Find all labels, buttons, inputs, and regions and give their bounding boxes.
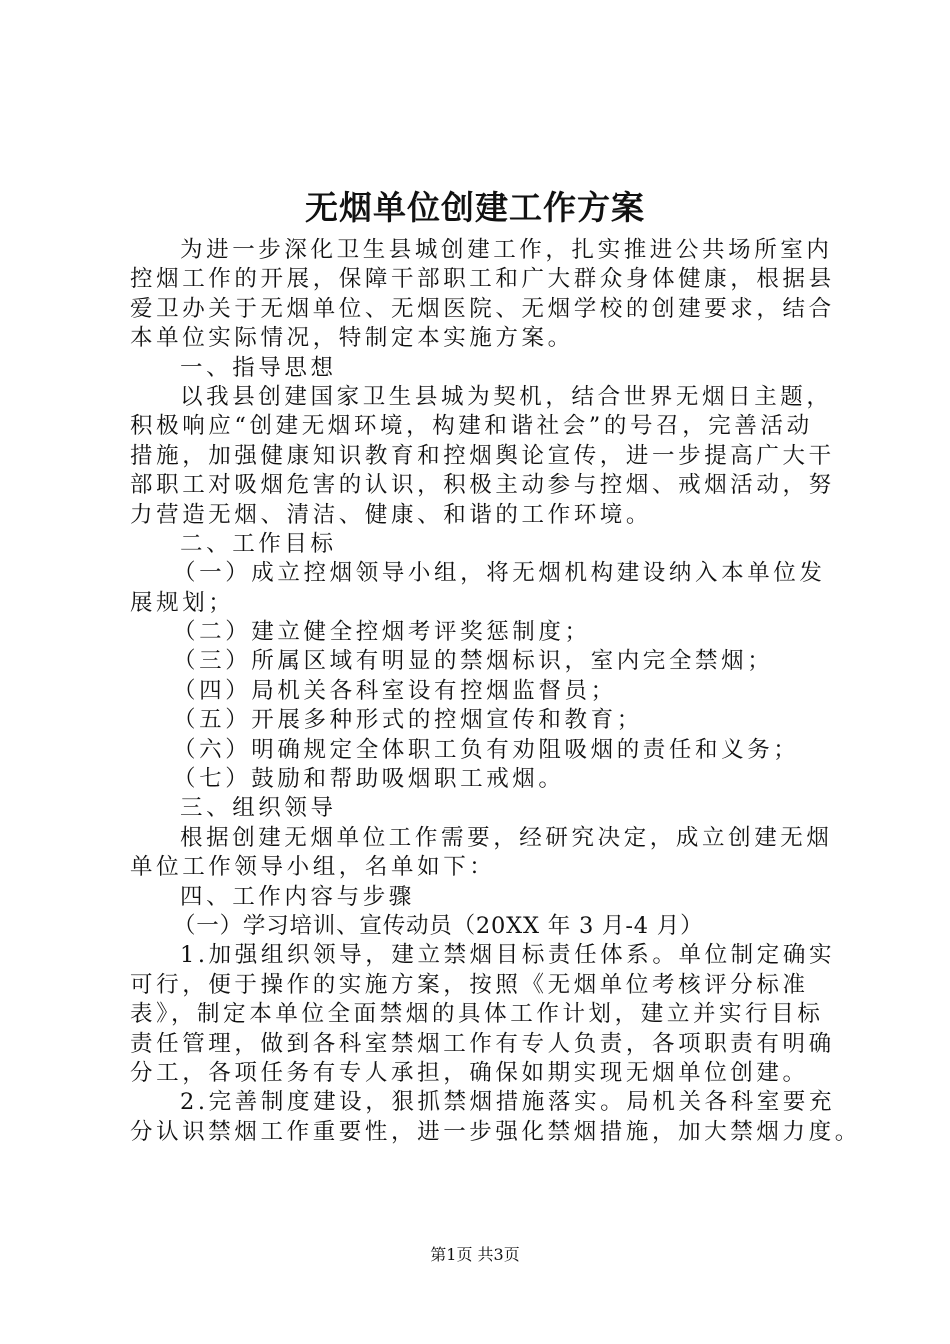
paragraph-line: 以我县创建国家卫生县城为契机，结合世界无烟日主题，	[180, 383, 833, 410]
paragraph-line: 单位工作领导小组，名单如下：	[130, 854, 496, 881]
section-heading: 四、工作内容与步骤	[180, 883, 415, 910]
paragraph-line: 控烟工作的开展，保障干部职工和广大群众身体健康，根据县	[130, 266, 835, 293]
list-item: （五）开展多种形式的控烟宣传和教育；	[173, 707, 643, 734]
paragraph-line: 2.完善制度建设，狠抓禁烟措施落实。局机关各科室要充	[180, 1089, 836, 1116]
list-item-continuation: 展规划；	[130, 589, 235, 616]
paragraph-line: 1.加强组织领导，建立禁烟目标责任体系。单位制定确实	[180, 942, 836, 969]
subsection-heading: （一）学习培训、宣传动员（20XX 年 3 月-4 月）	[173, 912, 704, 939]
section-heading: 二、工作目标	[180, 530, 337, 557]
list-item: （三）所属区域有明显的禁烟标识，室内完全禁烟；	[173, 648, 774, 675]
paragraph-line: 爱卫办关于无烟单位、无烟医院、无烟学校的创建要求，结合	[130, 295, 835, 322]
paragraph-line: 分认识禁烟工作重要性，进一步强化禁烟措施，加大禁烟力度。	[130, 1118, 861, 1145]
paragraph-line: 本单位实际情况，特制定本实施方案。	[130, 325, 574, 352]
list-item: （七）鼓励和帮助吸烟职工戒烟。	[173, 766, 565, 793]
section-heading: 一、指导思想	[180, 354, 337, 381]
paragraph-line: 分工，各项任务有专人承担，确保如期实现无烟单位创建。	[130, 1059, 809, 1086]
document-title: 无烟单位创建工作方案	[305, 188, 645, 227]
paragraph-line: 责任管理，做到各科室禁烟工作有专人负责，各项职责有明确	[130, 1030, 835, 1057]
paragraph-line: 可行，便于操作的实施方案，按照《无烟单位考核评分标准	[130, 971, 809, 998]
paragraph-line: 为进一步深化卫生县城创建工作，扎实推进公共场所室内	[180, 237, 833, 263]
paragraph-line: 表》，制定本单位全面禁烟的具体工作计划，建立并实行目标	[130, 1001, 824, 1028]
paragraph-line: 积极响应“创建无烟环境，构建和谐社会”的号召，完善活动	[130, 413, 813, 440]
section-heading: 三、组织领导	[180, 795, 337, 822]
paragraph-line: 根据创建无烟单位工作需要，经研究决定，成立创建无烟	[180, 824, 833, 851]
list-item: （六）明确规定全体职工负有劝阻吸烟的责任和义务；	[173, 736, 800, 763]
paragraph-line: 措施，加强健康知识教育和控烟舆论宣传，进一步提高广大干	[130, 442, 835, 469]
page-number: 第1页 共3页	[430, 1245, 520, 1264]
list-item: （二）建立健全控烟考评奖惩制度；	[173, 619, 591, 646]
paragraph-line: 力营造无烟、清洁、健康、和谐的工作环境。	[130, 501, 653, 528]
paragraph-line: 部职工对吸烟危害的认识，积极主动参与控烟、戒烟活动，努	[130, 472, 835, 499]
list-item: （四）局机关各科室设有控烟监督员；	[173, 677, 617, 704]
list-item: （一）成立控烟领导小组，将无烟机构建设纳入本单位发	[173, 560, 826, 587]
document-body	[130, 236, 861, 1147]
